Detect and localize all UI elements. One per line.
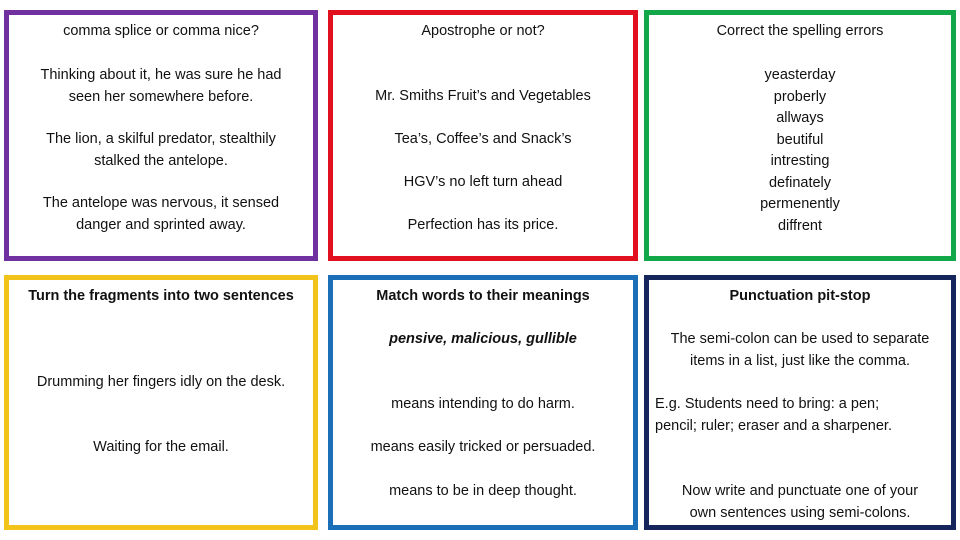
meaning: means intending to do harm. (391, 396, 575, 412)
explanation: The semi-colon can be used to separate items in a list, just like the comma. (670, 331, 930, 369)
spelling-word: intresting (770, 153, 830, 169)
card-match-words (328, 275, 638, 530)
sentence: The lion, a skilful predator, stealthily stalked the antelope. (46, 131, 276, 169)
spelling-word: permenently (760, 196, 840, 212)
sentence: Tea’s, Coffee’s and Snack’s (394, 131, 572, 147)
spelling-word: yeasterday (764, 67, 836, 83)
fragment: Waiting for the email. (93, 439, 229, 455)
sentence: HGV’s no left turn ahead (403, 174, 563, 190)
fragment: Drumming her fingers idly on the desk. (36, 374, 286, 390)
card-title: Match words to their meanings (376, 288, 590, 304)
spelling-word: proberly (773, 88, 827, 105)
spelling-word: diffrent (777, 217, 823, 234)
sentence: Thinking about it, he was sure he had seen her somewhere before. (40, 67, 282, 105)
card-title: comma splice or comma nice? (63, 23, 259, 39)
sentence: Perfection has its price. (407, 217, 559, 233)
meaning: means easily tricked or persuaded. (370, 439, 596, 455)
card-title: Apostrophe or not? (421, 23, 545, 39)
card-title: Punctuation pit-stop (729, 288, 871, 304)
card-comma-splice (4, 10, 318, 261)
example: E.g. Students need to bring: a pen; pencil; ruler; eraser and a sharpener. (655, 396, 892, 434)
card-title: Correct the spelling errors (716, 23, 884, 39)
sentence: Mr. Smiths Fruit’s and Vegetables (375, 88, 591, 104)
sentence: The antelope was nervous, it sensed danger and sprinted away. (42, 195, 280, 233)
spelling-word: allways (776, 110, 824, 126)
card-pit-stop (644, 275, 956, 530)
instruction: Now write and punctuate one of your own sentences using semi-colons. (681, 483, 919, 521)
card-spelling (644, 10, 956, 261)
vocabulary-words: pensive, malicious, gullible (389, 331, 577, 347)
card-fragments (4, 275, 318, 530)
meaning: means to be in deep thought. (389, 483, 577, 499)
spelling-word: definately (768, 174, 832, 191)
spelling-word: beutiful (776, 131, 824, 148)
card-apostrophe (328, 10, 638, 261)
card-title: Turn the fragments into two sentences (28, 288, 294, 304)
